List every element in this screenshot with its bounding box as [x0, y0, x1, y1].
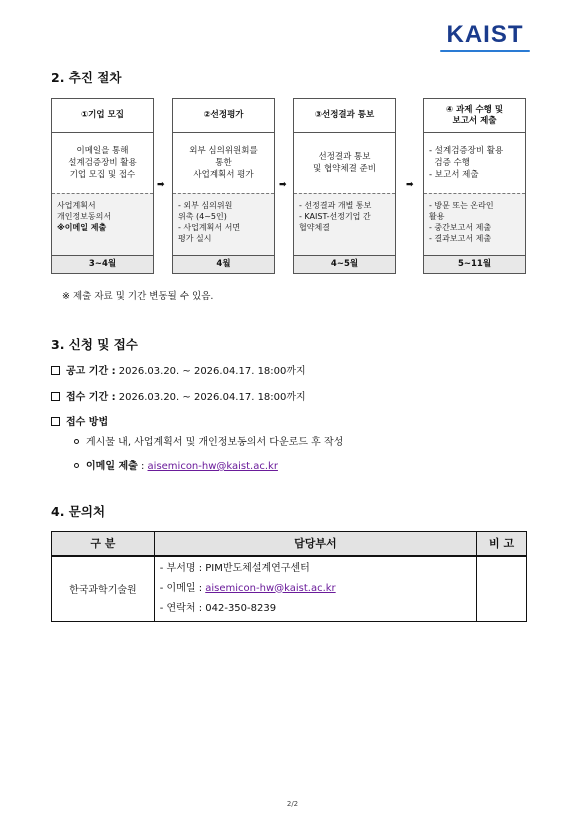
arrow-icon: ➡	[279, 180, 287, 190]
kaist-logo	[438, 22, 532, 54]
stage-4-items	[424, 193, 525, 255]
receipt-period-value: 2026.03.20. ~ 2026.04.17. 18:00까지	[115, 392, 306, 403]
header-department: 담당부서	[154, 532, 476, 556]
stage-2-period: 4월	[173, 255, 274, 273]
method-item-download	[74, 436, 343, 450]
contact-email-link[interactable]: aisemicon-hw@kaist.ac.kr	[205, 582, 336, 594]
email-submit-label: 이메일 제출	[86, 461, 138, 472]
stage-3-description: 선정결과 통보 및 협약체결 준비	[313, 152, 376, 174]
email-separator: :	[137, 461, 148, 472]
method-item-text: 게시물 내, 사업계획서 및 개인정보동의서 다운로드 후 작성	[86, 437, 344, 448]
receipt-period-row	[51, 391, 306, 405]
header-category: 구 분	[52, 532, 155, 556]
org-name: 한국과학기술원	[52, 556, 155, 622]
section-2-title: 2. 추진 절차	[51, 70, 122, 85]
stage-4	[423, 98, 526, 274]
stage-4-item: - 방문 또는 온라인	[429, 201, 494, 210]
announce-period-row	[51, 365, 306, 379]
section-3-title: 3. 신청 및 접수	[51, 337, 138, 352]
stage-2-item: 평가 실시	[178, 234, 212, 243]
change-notice: ※ 제출 자료 및 기간 변동될 수 있음.	[62, 291, 214, 302]
stage-1-description: 이메일을 통해 설계검증장비 활용 기업 모집 및 접수	[68, 146, 137, 180]
stage-3	[293, 98, 396, 274]
stage-4-item: - 중간보고서 제출	[429, 223, 492, 232]
stage-1-period: 3~4월	[52, 255, 153, 273]
stage-2-description: 외부 심의위원회를 통한 사업계획서 평가	[189, 146, 258, 180]
page-number: 2/2	[286, 800, 299, 808]
department-line: - 부서명 : PIM반도체설계연구센터	[159, 562, 310, 574]
section-4-title: 4. 문의처	[51, 504, 106, 519]
receipt-method-row	[51, 416, 108, 430]
stage-1	[51, 98, 154, 274]
stage-3-item: - 선정결과 개별 통보	[299, 201, 372, 210]
square-bullet-icon	[51, 392, 60, 401]
stage-3-items	[294, 193, 395, 255]
stage-4-item: - 결과보고서 제출	[429, 234, 492, 243]
stage-1-item: ※이메일 제출	[57, 223, 107, 232]
stage-4-description: - 설계검증장비 활용 검증 수행 - 보고서 제출	[429, 146, 504, 180]
stage-1-header: ①기업 모집	[52, 99, 153, 133]
stage-2-items	[173, 193, 274, 255]
circle-bullet-icon	[74, 439, 79, 444]
email-line	[160, 579, 471, 599]
stage-4-header: ④ 과제 수행 및 보고서 제출	[424, 99, 525, 133]
stage-2-item: - 외부 심의위원	[178, 201, 233, 210]
remark-cell	[477, 556, 527, 622]
announce-period-value: 2026.03.20. ~ 2026.04.17. 18:00까지	[115, 366, 306, 377]
arrow-icon: ➡	[406, 180, 414, 190]
stage-4-item: 활용	[429, 212, 445, 221]
stage-1-item: 사업계획서	[57, 201, 96, 210]
table-header-row	[52, 532, 527, 556]
phone-line: - 연락처 : 042-350-8239	[159, 602, 277, 614]
stage-1-item: 개인정보동의서	[57, 212, 112, 221]
email-link[interactable]: aisemicon-hw@kaist.ac.kr	[147, 461, 278, 472]
stage-3-item: 협약체결	[299, 223, 330, 232]
stage-3-header: ③선정결과 통보	[294, 99, 395, 133]
receipt-period-label: 접수 기간 :	[66, 392, 116, 403]
circle-bullet-icon	[74, 463, 79, 468]
arrow-icon: ➡	[157, 180, 165, 190]
stage-2-header: ②선정평가	[173, 99, 274, 133]
stage-3-period: 4~5월	[294, 255, 395, 273]
stage-3-item: - KAIST-선정기업 간	[299, 212, 371, 221]
square-bullet-icon	[51, 417, 60, 426]
logo-underline	[440, 50, 530, 52]
stage-4-period: 5~11월	[424, 255, 525, 273]
stage-2	[172, 98, 275, 274]
table-row	[52, 556, 527, 622]
square-bullet-icon	[51, 366, 60, 375]
department-info	[154, 556, 476, 622]
stage-1-items	[52, 193, 153, 255]
email-prefix: - 이메일 :	[159, 582, 206, 594]
contact-table	[51, 531, 527, 622]
logo-text: KAIST	[446, 21, 524, 48]
receipt-method-label: 접수 방법	[66, 417, 109, 428]
header-remark: 비 고	[477, 532, 527, 556]
method-item-email	[74, 460, 278, 474]
stage-2-item: 위촉 (4~5인)	[178, 212, 227, 221]
stage-2-item: - 사업계획서 서면	[178, 223, 241, 232]
announce-period-label: 공고 기간 :	[66, 366, 116, 377]
